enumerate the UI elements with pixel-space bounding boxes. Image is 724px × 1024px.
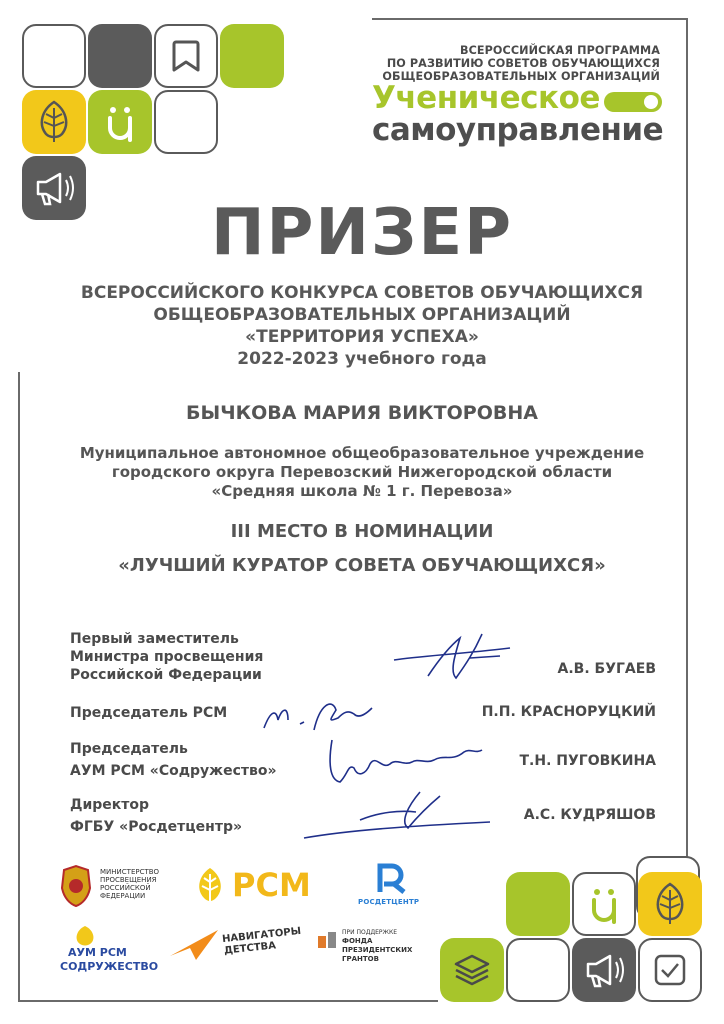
fund-text: ФОНДА	[342, 937, 373, 945]
tile-leaf	[22, 90, 86, 154]
frame-bottom-line	[18, 1000, 438, 1002]
org-line-2: городского округа Перевозский Нижегородской области	[111, 463, 613, 481]
grants-icon	[316, 930, 338, 950]
ministry-text: ПРОСВЕЩЕНИЯ	[100, 876, 157, 884]
signature-title-line: Председатель	[70, 741, 188, 757]
aum-logo	[60, 924, 159, 976]
paper-plane-icon	[168, 928, 220, 962]
signature-title-line: Первый заместитель	[70, 631, 239, 647]
frame-top-line	[372, 18, 688, 20]
subtitle-line-4: 2022-2023 учебного года	[237, 349, 487, 369]
navigators-logo	[168, 925, 302, 966]
certificate-title: ПРИЗЕР	[210, 196, 514, 270]
aum-text-1: АУМ РСМ	[68, 946, 127, 959]
signature-title-1	[70, 630, 263, 684]
signature-title-line: Российской Федерации	[70, 667, 262, 683]
org-line-1: Муниципальное автономное общеобразовательное учреждение	[79, 444, 645, 462]
program-line: ПО РАЗВИТИЮ СОВЕТОВ ОБУЧАЮЩИХСЯ	[386, 57, 660, 70]
tile-u-logo	[88, 90, 152, 154]
tile-layers	[440, 938, 504, 1002]
fund-text: ПРИ ПОДДЕРЖКЕ	[342, 929, 398, 936]
signature-name-3: Т.Н. ПУГОВКИНА	[519, 753, 656, 769]
birch-leaf-icon	[22, 90, 86, 154]
brand-line-1: Ученическое	[372, 80, 600, 116]
ministry-text: ФЕДЕРАЦИИ	[100, 892, 146, 900]
subtitle-line-2: ОБЩЕОБРАЗОВАТЕЛЬНЫХ ОРГАНИЗАЦИЙ	[153, 305, 571, 325]
checkbox-icon	[640, 940, 700, 1000]
tile-outline-2	[154, 90, 218, 154]
u-logo-icon	[572, 872, 636, 936]
program-line: ВСЕРОССИЙСКАЯ ПРОГРАММА	[459, 44, 660, 57]
rsm-leaf-icon	[192, 866, 228, 904]
program-line: ОБЩЕОБРАЗОВАТЕЛЬНЫХ ОРГАНИЗАЦИЙ	[382, 70, 660, 83]
fund-text: ПРЕЗИДЕНТСКИХ	[342, 946, 413, 954]
signature-title-line: Министра просвещения	[70, 649, 264, 665]
nomination-label: «ЛУЧШИЙ КУРАТОР СОВЕТА ОБУЧАЮЩИХСЯ»	[118, 555, 606, 576]
u-logo-icon	[88, 90, 152, 154]
tile-u-outline	[572, 872, 636, 936]
ministry-logo	[56, 864, 176, 910]
brand-line-2: самоуправление	[372, 112, 664, 148]
toggle-icon	[604, 92, 662, 112]
signature-name-4: А.С. КУДРЯШОВ	[523, 807, 656, 823]
signature-name-1: А.В. БУГАЕВ	[557, 661, 656, 677]
signature-title-line: Директор	[70, 797, 150, 813]
place-label: III МЕСТО В НОМИНАЦИИ	[230, 521, 494, 542]
birch-leaf-icon	[638, 872, 702, 936]
rosdetcenter-icon	[372, 862, 412, 894]
navigators-text-1: НАВИГАТОРЫ	[221, 925, 302, 946]
aum-text-2: СОДРУЖЕСТВО	[60, 960, 159, 973]
signature-title-2	[70, 704, 227, 722]
layers-icon	[440, 938, 504, 1002]
rsm-text: РСМ	[232, 866, 311, 904]
tile-bookmark	[154, 24, 218, 88]
tile-green	[220, 24, 284, 88]
rosdetcenter-text: РОСДЕТЦЕНТР	[358, 898, 420, 906]
rsm-logo	[192, 866, 342, 906]
org-line-3: «Средняя школа № 1 г. Перевоза»	[211, 482, 513, 500]
fund-text: ГРАНТОВ	[342, 955, 379, 963]
recipient-name: БЫЧКОВА МАРИЯ ВИКТОРОВНА	[186, 402, 538, 424]
tile-gray	[88, 24, 152, 88]
handwritten-signature-2	[258, 690, 378, 740]
program-header	[382, 44, 660, 83]
navigators-text-2: ДЕТСТВА	[223, 940, 277, 957]
aum-leaf-icon	[70, 924, 100, 948]
megaphone-icon	[572, 938, 636, 1002]
signature-title-line: Председатель РСМ	[70, 705, 228, 721]
handwritten-signature-4	[300, 782, 500, 846]
signature-title-line: АУМ РСМ «Содружество»	[70, 763, 277, 779]
signature-title-4	[70, 796, 242, 836]
ministry-text: МИНИСТЕРСТВО	[100, 868, 160, 876]
coat-of-arms-icon	[56, 864, 96, 908]
tile-check	[638, 938, 702, 1002]
tile-leaf-br	[638, 872, 702, 936]
subtitle-line-3: «ТЕРРИТОРИЯ УСПЕХА»	[245, 327, 479, 347]
tile-megaphone-br	[572, 938, 636, 1002]
bookmark-icon	[156, 26, 216, 86]
tile-green-br	[506, 872, 570, 936]
tile-outline-br-2	[506, 938, 570, 1002]
rosdetcenter-logo	[358, 862, 428, 912]
ministry-text: РОССИЙСКОЙ	[100, 884, 151, 892]
handwritten-signature-1	[390, 628, 520, 688]
subtitle-line-1: ВСЕРОССИЙСКОГО КОНКУРСА СОВЕТОВ ОБУЧАЮЩИХСЯ	[80, 283, 644, 303]
presidential-grants-logo	[316, 928, 426, 974]
signature-name-2: П.П. КРАСНОРУЦКИЙ	[481, 704, 656, 720]
tile-outline	[22, 24, 86, 88]
frame-right-line	[686, 18, 688, 858]
signature-title-line: ФГБУ «Росдетцентр»	[70, 819, 243, 835]
signature-title-3	[70, 740, 277, 780]
